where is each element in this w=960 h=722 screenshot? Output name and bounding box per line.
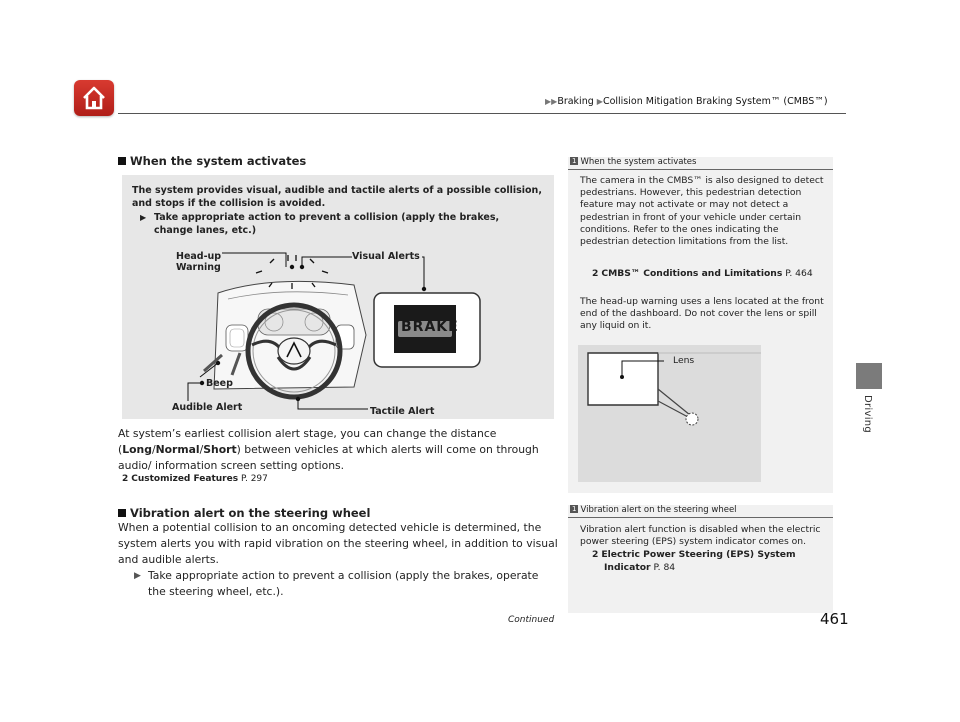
- xref-eps-indicator[interactable]: 2 Electric Power Steering (EPS) System: [592, 549, 796, 560]
- lens-illustration: [578, 345, 761, 482]
- sidenote-body-eps: Vibration alert function is disabled when the electric power steering (EPS) system indicator comes on.: [580, 524, 821, 548]
- page-number: 461: [820, 610, 849, 628]
- alert-info-box: [122, 175, 554, 419]
- bullet-arrow-icon: ▶: [134, 571, 141, 581]
- xref-eps-indicator-line2[interactable]: Indicator P. 84: [604, 562, 676, 573]
- label-head-up-warning: Head-up Warning: [176, 251, 222, 273]
- sidenote-rule: [568, 517, 833, 518]
- chapter-tab-marker: [856, 363, 882, 389]
- sidenote-vibration-alert: [568, 505, 833, 613]
- home-button[interactable]: [74, 80, 114, 116]
- breadcrumb-item-cmbs[interactable]: Collision Mitigation Braking System™ (CMBS™): [602, 96, 828, 107]
- vibration-alert-instruction: ▶ Take appropriate action to prevent a collision (apply the brakes, operate the steering wheel, etc.).: [134, 569, 539, 598]
- label-visual-alerts: Visual Alerts: [352, 251, 420, 262]
- sidenote-rule: [568, 169, 833, 170]
- brake-display-text: BRAKE: [401, 319, 459, 335]
- sidenote-heading: 1 When the system activates: [572, 157, 697, 167]
- alert-distance-paragraph: At system’s earliest collision alert stage, you can change the distance (Long/Normal/Short) between vehicles at which alerts will come on through audio/ information screen setting options.: [118, 427, 539, 472]
- continued-label: Continued: [508, 615, 555, 625]
- xref-customized-features[interactable]: 2 Customized Features P. 297: [122, 474, 268, 484]
- breadcrumb-item-braking[interactable]: Braking: [557, 96, 594, 107]
- xref-cmbs-conditions[interactable]: 2 CMBS™ Conditions and Limitations P. 464: [592, 268, 813, 279]
- chapter-tab-label[interactable]: Driving: [862, 395, 873, 434]
- xref-icon: 2: [592, 549, 599, 560]
- xref-icon: 2: [592, 268, 599, 279]
- header-divider: [118, 113, 846, 114]
- alert-info-text: The system provides visual, audible and tactile alerts of a possible collision, and stops if the collision is avoided.: [132, 185, 542, 209]
- label-tactile-alert: Tactile Alert: [370, 406, 435, 417]
- sidenote-body-pedestrian: The camera in the CMBS™ is also designed to detect pedestrians. However, this pedestrian detection feature may not activate or may not detect a pedestrian in front of your vehicle under certain conditions. Refer to the ones indicating the pedestrian detection limitations from the list.: [580, 175, 824, 248]
- label-lens: Lens: [673, 355, 695, 366]
- sidenote-heading: 1 Vibration alert on the steering wheel: [572, 505, 737, 515]
- vibration-alert-paragraph: When a potential collision to an oncoming detected vehicle is determined, the system alerts you with rapid vibration on the steering wheel, in addition to visual and audible alerts.: [118, 521, 558, 566]
- sidenote-body-lens: The head-up warning uses a lens located at the front end of the dashboard. Do not cover the lens or spill any liquid on it.: [580, 296, 824, 332]
- xref-icon: 2: [122, 474, 129, 484]
- section-heading-vibration-alert: Vibration alert on the steering wheel: [118, 506, 370, 520]
- label-beep: Beep: [206, 378, 233, 389]
- bullet-arrow-icon: ▶: [140, 213, 147, 222]
- breadcrumb: ▶▶Braking ▶Collision Mitigation Braking System™ (CMBS™): [545, 96, 828, 107]
- alert-illustration: [122, 175, 554, 419]
- alert-info-instruction: ▶ Take appropriate action to prevent a collision (apply the brakes, change lanes, etc.): [140, 212, 500, 236]
- home-icon: [80, 84, 108, 112]
- section-heading-when-activates: When the system activates: [118, 154, 306, 168]
- label-audible-alert: Audible Alert: [172, 402, 243, 413]
